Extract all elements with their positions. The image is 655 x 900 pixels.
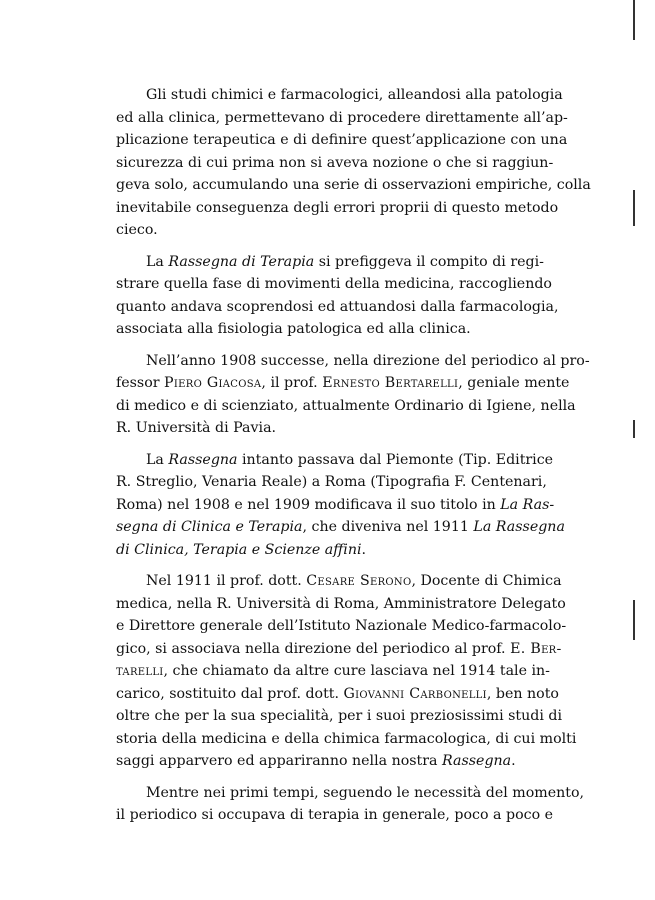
text-line xyxy=(116,152,554,175)
text-segment: cieco. xyxy=(116,222,158,238)
paragraph xyxy=(116,570,577,773)
text-segment: , il prof. xyxy=(261,375,323,391)
text-segment: , geniale mente xyxy=(458,375,570,391)
text-line xyxy=(116,494,555,517)
italic-text: segna di Clinica e Terapia xyxy=(116,519,303,535)
text-segment: La xyxy=(146,451,169,468)
text-line xyxy=(116,660,550,683)
text-segment: R. Università di Pavia. xyxy=(116,420,277,436)
text-segment: . xyxy=(511,753,516,769)
paragraph xyxy=(116,782,585,827)
text-segment: sicurezza di cui prima non si aveva nozione o che si raggiun- xyxy=(116,154,554,171)
text-line xyxy=(116,129,568,152)
text-line xyxy=(116,782,585,805)
text-segment: , Docente di Chimica xyxy=(411,573,562,589)
text-segment: saggi apparvero ed appariranno nella nostra xyxy=(116,753,443,769)
text-line xyxy=(116,251,544,274)
text-segment: , che chiamato da altre cure lasciava nel 1914 tale in- xyxy=(163,663,550,679)
text-line xyxy=(116,219,540,242)
text-line xyxy=(116,683,559,706)
italic-text: La Ras- xyxy=(500,496,555,513)
text-segment: La xyxy=(146,253,169,270)
paragraph xyxy=(116,84,591,242)
text-segment: storia della medicina e della chimica farmacologica, di cui molti xyxy=(116,730,577,747)
paragraph xyxy=(116,350,590,440)
text-segment: Roma) nel 1908 e nel 1909 modificava il suo titolo in xyxy=(116,496,501,513)
text-line xyxy=(116,197,559,220)
text-line xyxy=(116,728,577,751)
person-name: Giovanni Carbonelli xyxy=(343,685,487,702)
text-line xyxy=(116,318,540,341)
text-segment: plicazione terapeutica e di definire quest’applicazione con una xyxy=(116,132,568,148)
italic-text: di Clinica, Terapia e Scienze affini xyxy=(116,541,362,558)
text-line xyxy=(116,516,565,539)
text-segment: medica, nella R. Università di Roma, Amministratore Delegato xyxy=(116,595,566,612)
person-name: Cesare Serono xyxy=(306,573,412,589)
text-segment: oltre che per la sua specialità, per i suoi preziosissimi studi di xyxy=(116,708,562,724)
text-segment: carico, sostituito dal prof. dott. xyxy=(116,685,344,702)
text-segment: fessor xyxy=(116,375,165,391)
text-segment: geva solo, accumulando una serie di osservazioni empiriche, colla xyxy=(116,177,591,193)
italic-text: Rassegna xyxy=(168,451,238,468)
text-segment: e Direttore generale dell’Istituto Nazionale Medico-farmacolo- xyxy=(116,618,567,634)
text-segment: inevitabile conseguenza degli errori proprii di questo metodo xyxy=(116,199,559,216)
text-segment: , ben noto xyxy=(486,685,559,702)
text-line xyxy=(116,296,559,319)
paragraph xyxy=(116,251,559,341)
text-line xyxy=(116,273,552,296)
italic-text: Rassegna di Terapia xyxy=(168,253,315,270)
text-segment: ed alla clinica, permettevano di procedere direttamente all’ap- xyxy=(116,109,568,126)
text-line xyxy=(116,539,540,562)
text-line xyxy=(116,638,562,661)
text-line xyxy=(116,174,591,197)
text-line xyxy=(116,84,563,107)
text-line xyxy=(116,417,540,440)
person-name: Piero Giacosa xyxy=(164,375,262,391)
text-line xyxy=(116,449,554,472)
text-segment: Nel 1911 il prof. dott. xyxy=(146,573,307,589)
person-name: Ernesto Bertarelli xyxy=(322,375,459,391)
text-line xyxy=(116,372,570,395)
text-segment: , che diveniva nel 1911 xyxy=(302,519,474,535)
text-line xyxy=(116,593,566,616)
text-segment: R. Streglio, Venaria Reale) a Roma (Tipografia F. Centenari, xyxy=(116,474,547,490)
text-segment: quanto andava scoprendosi ed attuandosi dalla farmacologia, xyxy=(116,298,559,315)
text-segment: gico, si associava nella direzione del periodico al prof. xyxy=(116,640,511,657)
italic-text: La Rassegna xyxy=(473,519,565,535)
body-text xyxy=(116,84,591,836)
paragraph xyxy=(116,449,565,562)
text-line xyxy=(116,804,554,827)
text-line xyxy=(116,750,540,773)
page-edge-mark xyxy=(633,0,635,40)
page-edge-mark xyxy=(633,420,635,438)
text-line xyxy=(116,705,562,728)
text-segment: di medico e di scienziato, attualmente Ordinario di Igiene, nella xyxy=(116,397,576,414)
text-segment: strare quella fase di movimenti della medicina, raccogliendo xyxy=(116,276,552,292)
text-line xyxy=(116,570,562,593)
person-name: tarelli xyxy=(116,663,164,679)
text-segment: intanto passava dal Piemonte (Tip. Editrice xyxy=(237,451,554,468)
page-edge-mark xyxy=(633,600,635,640)
page-edge-mark xyxy=(633,190,635,226)
person-name: E. Ber- xyxy=(510,640,562,657)
text-line xyxy=(116,395,576,418)
text-line xyxy=(116,615,567,638)
text-segment: il periodico si occupava di terapia in generale, poco a poco e xyxy=(116,807,554,823)
text-segment: associata alla fisiologia patologica ed alla clinica. xyxy=(116,321,471,337)
text-segment: Mentre nei primi tempi, seguendo le necessità del momento, xyxy=(146,784,585,801)
text-segment: Gli studi chimici e farmacologici, alleandosi alla patologia xyxy=(146,87,563,103)
text-line xyxy=(116,350,590,373)
italic-text: Rassegna xyxy=(442,753,512,769)
text-line xyxy=(116,471,547,494)
text-segment: Nell’anno 1908 successe, nella direzione del periodico al pro- xyxy=(146,352,590,369)
text-segment: . xyxy=(361,541,367,558)
text-line xyxy=(116,107,568,130)
text-segment: si prefiggeva il compito di regi- xyxy=(314,253,544,270)
